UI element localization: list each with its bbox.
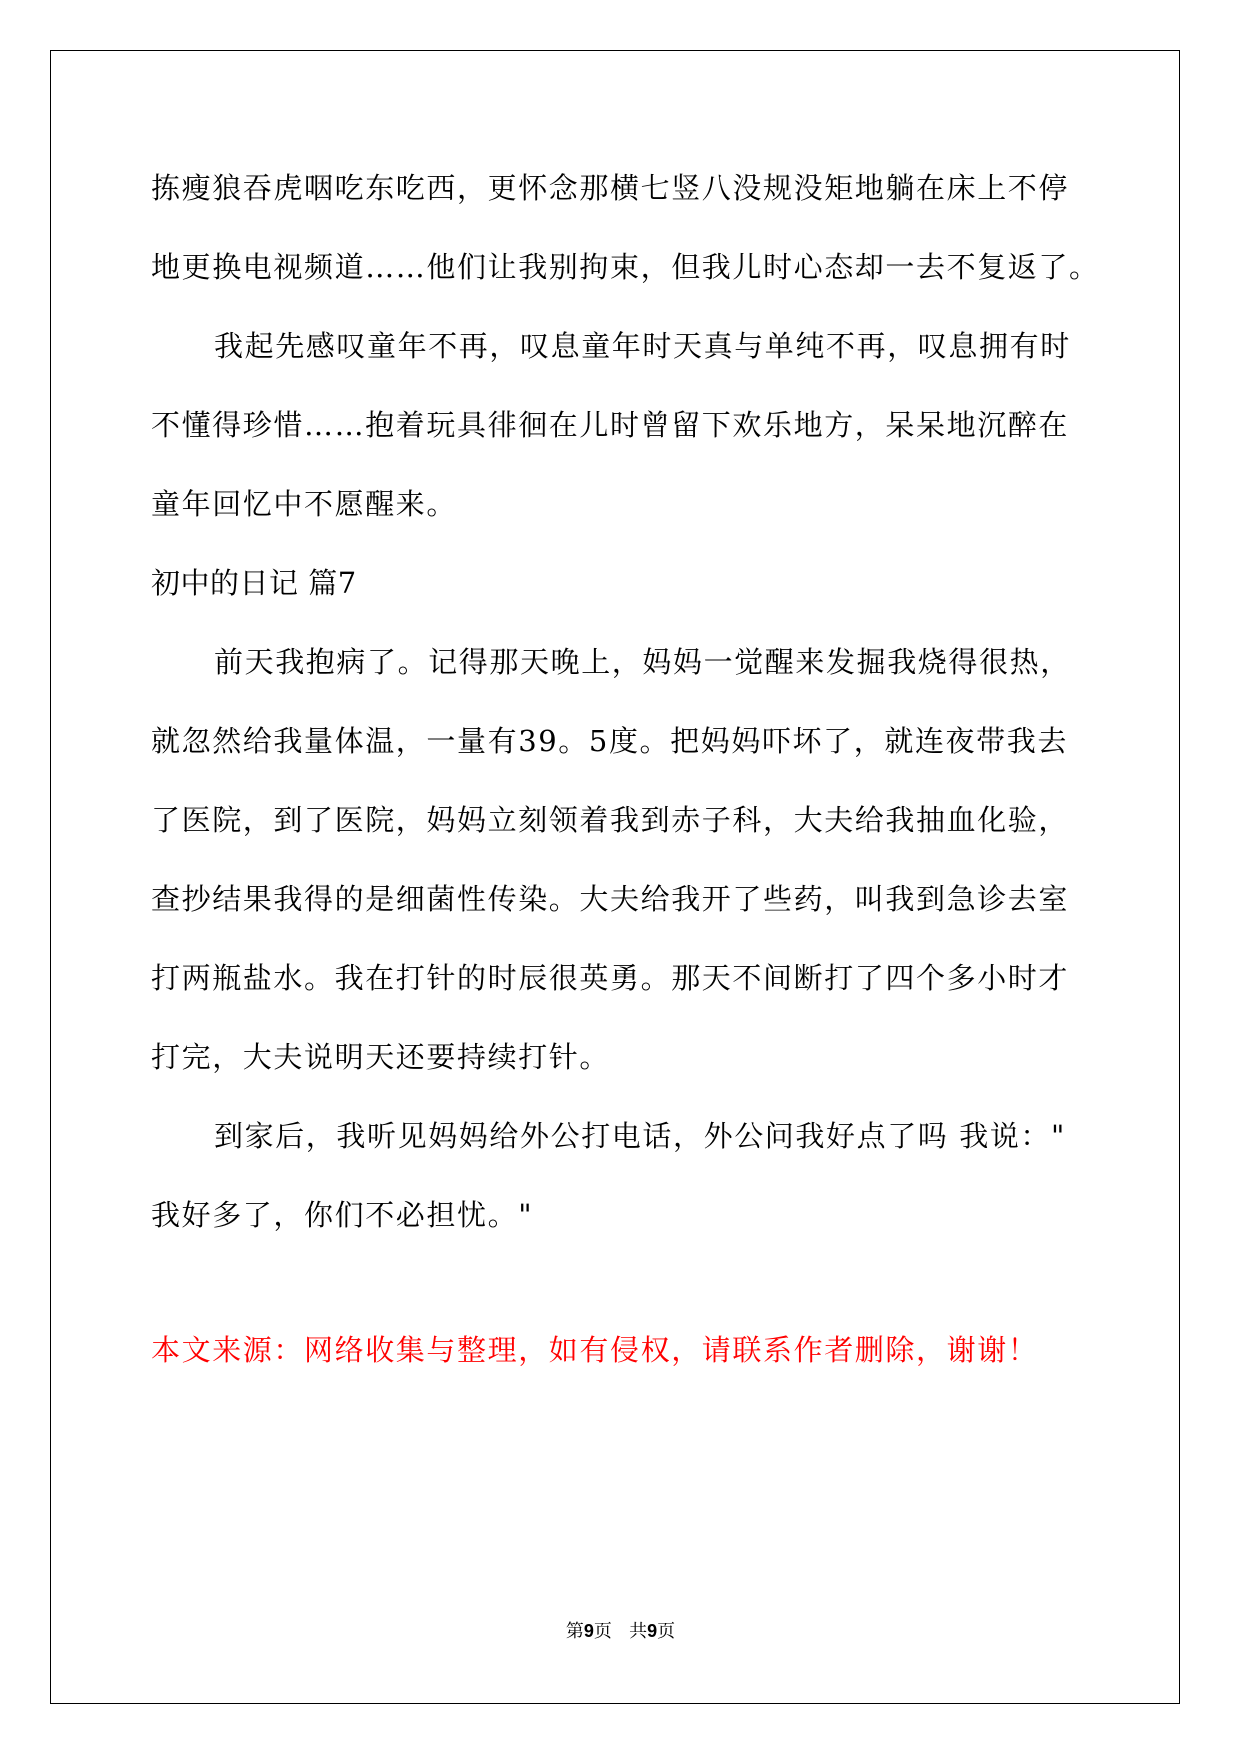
section-heading: 初中的日记 篇7: [151, 566, 357, 600]
page-label-suffix: 页: [593, 1621, 612, 1642]
paragraph-start-line: 我起先感叹童年不再，叹息童年时天真与单纯不再，叹息拥有时: [214, 329, 1071, 363]
body-text-line: 打两瓶盐水。我在打针的时辰很英勇。那天不间断打了四个多小时才: [151, 961, 1070, 995]
total-label-suffix: 页: [657, 1621, 676, 1642]
body-text-line: 不懂得珍惜……抱着玩具徘徊在儿时曾留下欢乐地方，呆呆地沉醉在: [151, 408, 1070, 442]
page-footer: [0, 1620, 1241, 1643]
page-number: 9: [583, 1621, 594, 1641]
paragraph-start-line: 到家后，我听见妈妈给外公打电话，外公问我好点了吗 我说：": [214, 1119, 1066, 1153]
body-text-line: 我好多了，你们不必担忧。": [151, 1198, 534, 1232]
body-text-line: 查抄结果我得的是细菌性传染。大夫给我开了些药，叫我到急诊去室: [151, 882, 1070, 916]
body-text-line: 就忽然给我量体温，一量有39。5度。把妈妈吓坏了，就连夜带我去: [151, 724, 1068, 758]
page-border: [50, 50, 1180, 1704]
paragraph-start-line: 前天我抱病了。记得那天晚上，妈妈一觉醒来发掘我烧得很热，: [214, 645, 1071, 679]
body-text-line: 了医院，到了医院，妈妈立刻领着我到赤子科，大夫给我抽血化验，: [151, 803, 1070, 837]
total-pages: 9: [647, 1621, 658, 1641]
page-label-prefix: 第: [565, 1621, 584, 1642]
body-text-line: 拣瘦狼吞虎咽吃东吃西，更怀念那横七竖八没规没矩地躺在床上不停: [151, 171, 1070, 205]
total-label-prefix: 共: [629, 1621, 648, 1642]
body-text-line: 打完，大夫说明天还要持续打针。: [151, 1040, 611, 1074]
source-note: 本文来源：网络收集与整理，如有侵权，请联系作者删除，谢谢！: [151, 1333, 1039, 1367]
body-text-line: 童年回忆中不愿醒来。: [151, 487, 458, 521]
body-text-line: 地更换电视频道……他们让我别拘束，但我儿时心态却一去不复返了。: [151, 250, 1100, 284]
